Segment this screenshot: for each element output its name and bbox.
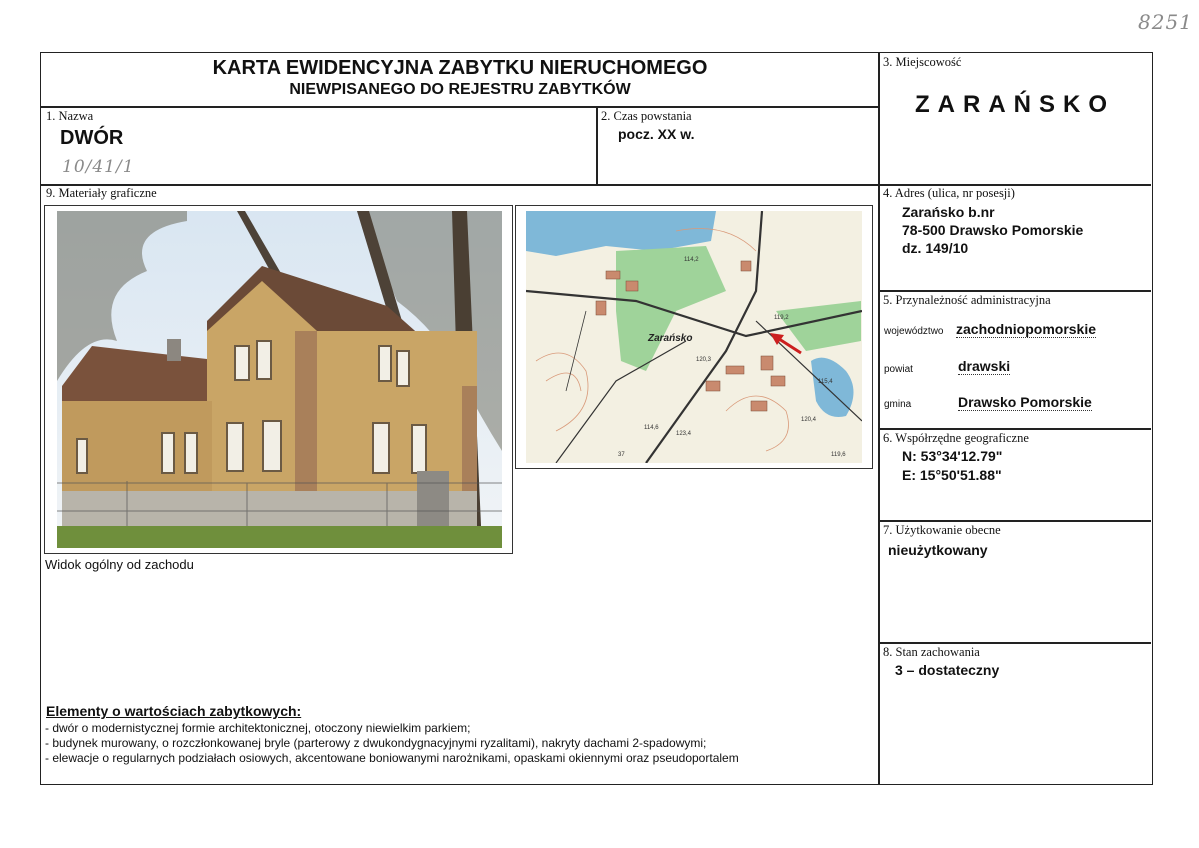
photo-caption: Widok ogólny od zachodu — [45, 557, 194, 572]
map-spot-height: 114,6 — [644, 425, 659, 431]
values-heading: Elementy o wartościach zabytkowych: — [46, 703, 302, 719]
date-value: pocz. XX w. — [618, 126, 695, 142]
address-line-2: 78-500 Drawsko Pomorskie — [902, 222, 1084, 238]
admin-label: 5. Przynależność administracyjna — [883, 293, 1051, 307]
list-item: - elewacje o regularnych podziałach osiowych, akcentowane boniowanymi narożnikami, opaskami okiennymi oraz pseudoportalem — [45, 751, 739, 765]
voivodeship-value: zachodniopomorskie — [956, 321, 1097, 337]
map-spot-height: 114,2 — [684, 257, 699, 263]
locality-label: 3. Miejscowość — [883, 55, 962, 69]
coords-north: N: 53°34'12.79" — [902, 448, 1003, 464]
date-label: 2. Czas powstania — [601, 109, 692, 123]
map-spot-height: 37 — [618, 452, 625, 458]
name-label: 1. Nazwa — [46, 109, 94, 123]
photo-frame — [44, 205, 513, 554]
divider-under-admin — [878, 428, 1151, 430]
coords-east: E: 15°50'51.88" — [902, 467, 1002, 483]
county-label: powiat — [884, 364, 913, 375]
map-spot-height: 120,3 — [696, 357, 712, 363]
map-spot-height: 119,6 — [831, 452, 846, 458]
corner-archive-number: 8251 — [1138, 10, 1193, 34]
usage-value: nieużytkowany — [888, 542, 988, 558]
address-label: 4. Adres (ulica, nr posesji) — [883, 186, 1015, 200]
map-spot-height: 115,4 — [818, 379, 833, 385]
condition-value: 3 – dostateczny — [895, 662, 1000, 678]
graphics-label: 9. Materiały graficzne — [46, 186, 157, 200]
handwritten-catalog-number: 10/41/1 — [62, 157, 135, 177]
commune-label: gmina — [884, 399, 912, 410]
map-spot-height: 123,4 — [676, 431, 692, 437]
location-map — [526, 211, 862, 463]
divider-under-usage — [878, 642, 1151, 644]
manor-house-photo — [57, 211, 502, 548]
divider-name-date — [596, 106, 598, 184]
divider-under-coords — [878, 520, 1151, 522]
map-frame — [515, 205, 873, 469]
voivodeship-label: województwo — [884, 326, 944, 337]
address-line-1: Zarańsko b.nr — [902, 204, 995, 220]
condition-label: 8. Stan zachowania — [883, 645, 980, 659]
county-value: drawski — [958, 358, 1011, 374]
divider-under-title — [41, 106, 879, 108]
divider-under-address — [878, 290, 1151, 292]
coords-label: 6. Współrzędne geograficzne — [883, 431, 1029, 445]
card-subtitle: NIEWPISANEGO DO REJESTRU ZABYTKÓW — [289, 81, 631, 98]
divider-right-column — [878, 52, 880, 784]
list-item: - budynek murowany, o rozczłonkowanej bryle (parterowy z dwukondygnacyjnymi ryzalitami), nakryty dachami 2-spadowymi; — [45, 736, 707, 750]
map-spot-height: 120,4 — [801, 417, 817, 423]
map-spot-height: 119,2 — [774, 315, 789, 321]
list-item: - dwór o modernistycznej formie architektonicznej, otoczony niewielkim parkiem; — [45, 721, 471, 735]
usage-label: 7. Użytkowanie obecne — [883, 523, 1001, 537]
name-value: DWÓR — [60, 127, 124, 149]
values-list — [45, 721, 875, 766]
map-town-label: Zarańsko — [648, 333, 693, 344]
locality-value: ZARAŃSKO — [915, 91, 1115, 118]
address-line-3: dz. 149/10 — [902, 240, 969, 256]
card-title: KARTA EWIDENCYJNA ZABYTKU NIERUCHOMEGO — [212, 57, 708, 79]
commune-value: Drawsko Pomorskie — [958, 394, 1092, 410]
